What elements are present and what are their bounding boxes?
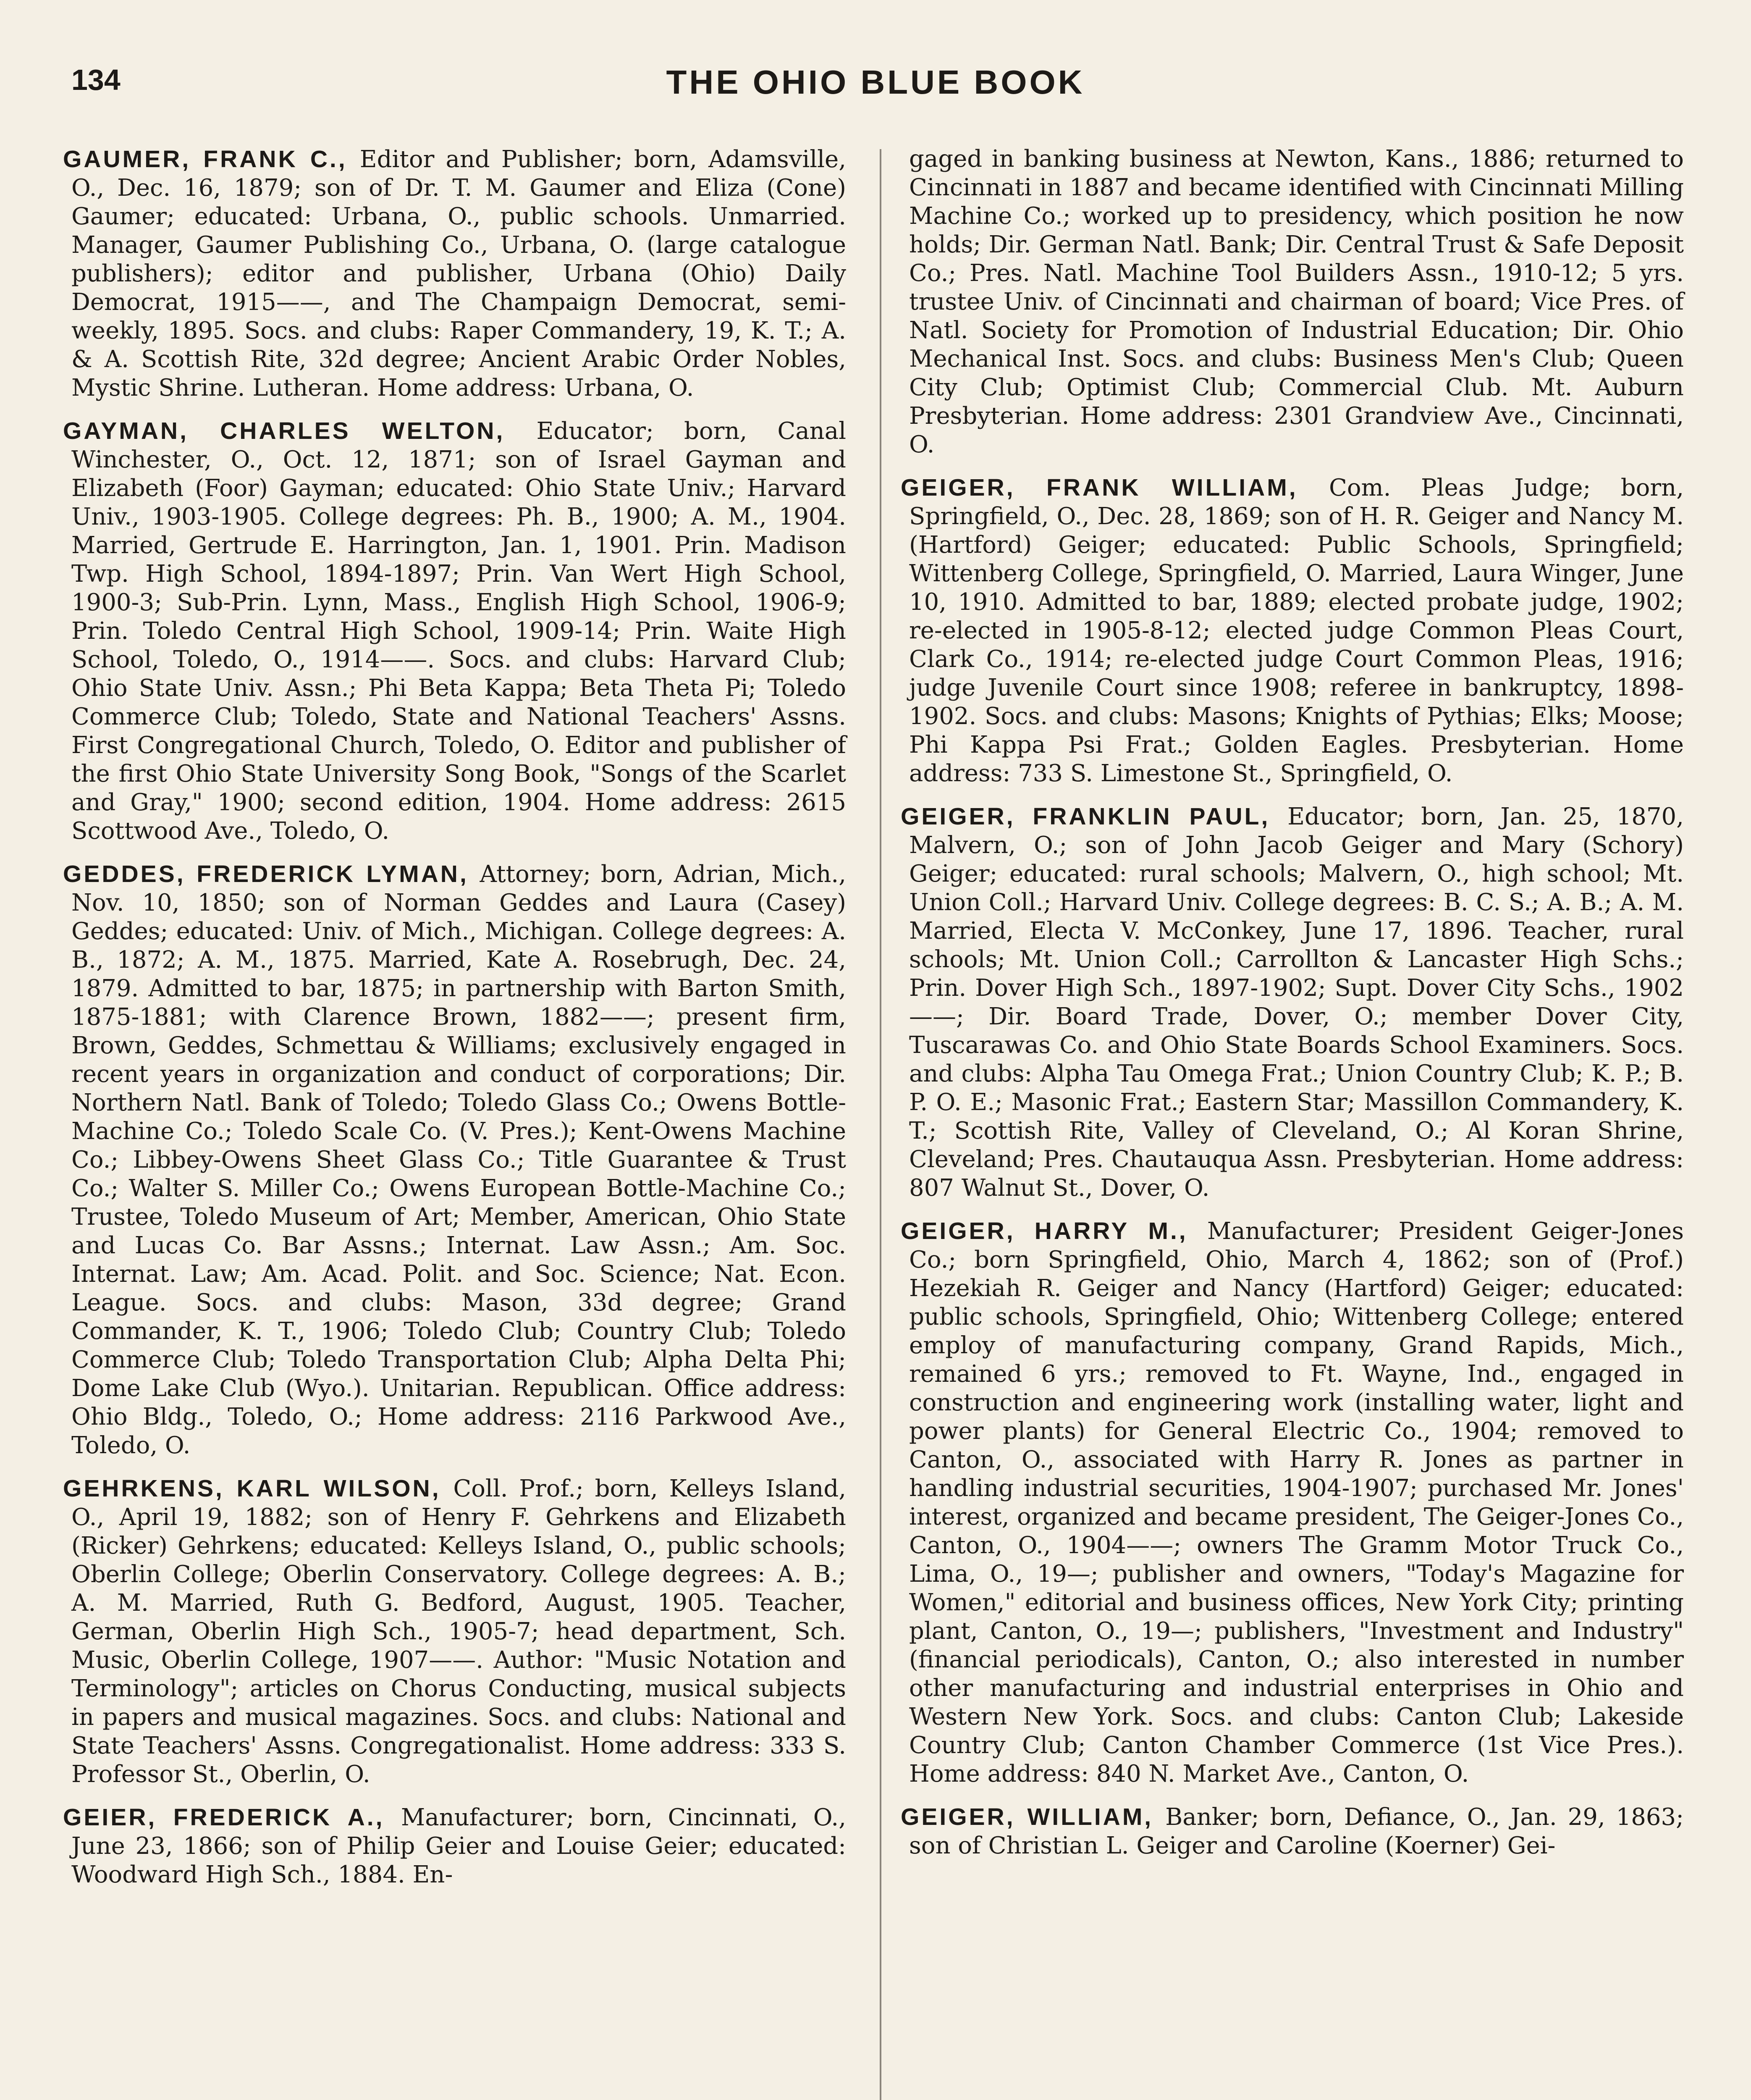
entry-name: GEDDES, FREDERICK LYMAN,	[63, 861, 480, 887]
right-column	[901, 145, 1684, 1874]
biography-entry	[63, 860, 846, 1460]
biography-entry	[901, 1217, 1684, 1788]
entry-text: Com. Pleas Judge; born, Springfield, O., Dec. 28, 1869; son of H. R. Geiger and Nancy M. (Hartford) Geiger; educated: Public Schools, Springfield; Wittenberg College, Springfield, O. Married, Laura Winger, June 10, 1910. Admitted to bar, 1889; elected probate judge, 1902; re-elected in 1905-8-12; elected judge Common Pleas Court, Clark Co., 1914; re-elected judge Court Common Pleas, 1916; judge Juvenile Court since 1908; referee in bankruptcy, 1898-1902. Socs. and clubs: Masons; Knights of Pythias; Elks; Moose; Phi Kappa Psi Frat.; Golden Eagles. Presbyterian. Home address: 733 S. Limestone St., Springfield, O.	[909, 474, 1684, 787]
entry-name: GEHRKENS, KARL WILSON,	[63, 1475, 453, 1502]
running-title: THE OHIO BLUE BOOK	[666, 63, 1085, 101]
entry-name: GAUMER, FRANK C.,	[63, 146, 360, 173]
biography-entry	[63, 145, 846, 402]
entry-name: GEIGER, FRANKLIN PAUL,	[901, 803, 1288, 830]
entry-text: Coll. Prof.; born, Kelleys Island, O., April 19, 1882; son of Henry F. Gehrkens and Elizabeth (Ricker) Gehrkens; educated: Kelleys Island, O., public schools; Oberlin College; Oberlin Conservatory. College degrees: A. B.; A. M. Married, Ruth G. Bedford, August, 1905. Teacher, German, Oberlin High Sch., 1905-7; head department, Sch. Music, Oberlin College, 1907——. Author: "Music Notation and Terminology"; articles on Chorus Conducting, musical subjects in papers and musical magazines. Socs. and clubs: National and State Teachers' Assns. Congregationalist. Home address: 333 S. Professor St., Oberlin, O.	[71, 1475, 847, 1788]
entry-text: Manufacturer; President Geiger-Jones Co.; born Springfield, Ohio, March 4, 1862; son of (Prof.) Hezekiah R. Geiger and Nancy (Hartford) Geiger; educated: public schools, Springfield, Ohio; Wittenberg College; entered employ of manufacturing company, Grand Rapids, Mich., remained 6 yrs.; removed to Ft. Wayne, Ind., engaged in construction and engineering work (installing water, light and power plants) for General Electric Co., 1904; removed to Canton, O., associated with Harry R. Jones as partner in handling industrial securities, 1904-1907; purchased Mr. Jones' interest, organized and became president, The Geiger-Jones Co., Canton, O., 1904——; owners The Gramm Motor Truck Co., Lima, O., 19—; publisher and owners, "Today's Magazine for Women," editorial and business offices, New York City; printing plant, Canton, O., 19—; publishers, "Investment and Industry" (financial periodicals), Canton, O.; also interested in number other manufacturing and industrial enterprises in Ohio and Western New York. Socs. and clubs: Canton Club; Lakeside Country Club; Canton Chamber Commerce (1st Vice Pres.). Home address: 840 N. Market Ave., Canton, O.	[909, 1218, 1684, 1788]
biography-entry	[63, 1803, 846, 1889]
biography-entry	[901, 802, 1684, 1202]
entry-name: GEIGER, WILLIAM,	[901, 1803, 1166, 1830]
entry-name: GEIER, FREDERICK A.,	[63, 1804, 401, 1831]
page-header	[71, 63, 1680, 118]
entry-text: Attorney; born, Adrian, Mich., Nov. 10, 1850; son of Norman Geddes and Laura (Casey) Geddes; educated: Univ. of Mich., Michigan. College degrees: A. B., 1872; A. M., 1875. Married, Kate A. Rosebrugh, Dec. 24, 1879. Admitted to bar, 1875; in partnership with Barton Smith, 1875-1881; with Clarence Brown, 1882——; present firm, Brown, Geddes, Schmettau & Williams; exclusively engaged in recent years in organization and conduct of corporations; Dir. Northern Natl. Bank of Toledo; Toledo Glass Co.; Owens Bottle-Machine Co.; Toledo Scale Co. (V. Pres.); Kent-Owens Machine Co.; Libbey-Owens Sheet Glass Co.; Title Guarantee & Trust Co.; Walter S. Miller Co.; Owens European Bottle-Machine Co.; Trustee, Toledo Museum of Art; Member, American, Ohio State and Lucas Co. Bar Assns.; Internat. Law Assn.; Am. Soc. Internat. Law; Am. Acad. Polit. and Soc. Science; Nat. Econ. League. Socs. and clubs: Mason, 33d degree; Grand Commander, K. T., 1906; Toledo Club; Country Club; Toledo Commerce Club; Toledo Transportation Club; Alpha Delta Phi; Dome Lake Club (Wyo.). Unitarian. Republican. Office address: Ohio Bldg., Toledo, O.; Home address: 2116 Parkwood Ave., Toledo, O.	[71, 861, 846, 1459]
entry-text: Manufacturer; born, Cincinnati, O., June 23, 1866; son of Philip Geier and Louise Geier; educated: Woodward High Sch., 1884. En-	[71, 1804, 846, 1888]
biography-entry	[63, 1474, 847, 1789]
entry-name: GEIGER, FRANK WILLIAM,	[901, 474, 1329, 501]
biography-entry	[901, 1803, 1684, 1860]
entry-text: Editor and Publisher; born, Adamsville, O., Dec. 16, 1879; son of Dr. T. M. Gaumer and Eliza (Cone) Gaumer; educated: Urbana, O., public schools. Unmarried. Manager, Gaumer Publishing Co., Urbana, O. (large catalogue publishers); editor and publisher, Urbana (Ohio) Daily Democrat, 1915——, and The Champaign Democrat, semi-weekly, 1895. Socs. and clubs: Raper Commandery, 19, K. T.; A. & A. Scottish Rite, 32d degree; Ancient Arabic Order Nobles, Mystic Shrine. Lutheran. Home address: Urbana, O.	[71, 146, 846, 402]
column-divider	[880, 149, 881, 2100]
entry-text: Educator; born, Canal Winchester, O., Oct. 12, 1871; son of Israel Gayman and Elizabeth (Foor) Gayman; educated: Ohio State Univ.; Harvard Univ., 1903-1905. College degrees: Ph. B., 1900; A. M., 1904. Married, Gertrude E. Harrington, Jan. 1, 1901. Prin. Madison Twp. High School, 1894-1897; Prin. Van Wert High School, 1900-3; Sub-Prin. Lynn, Mass., English High School, 1906-9; Prin. Toledo Central High School, 1909-14; Prin. Waite High School, Toledo, O., 1914——. Socs. and clubs: Harvard Club; Ohio State Univ. Assn.; Phi Beta Kappa; Beta Theta Pi; Toledo Commerce Club; Toledo, State and National Teachers' Assns. First Congregational Church, Toledo, O. Editor and publisher of the first Ohio State University Song Book, "Songs of the Scarlet and Gray," 1900; second edition, 1904. Home address: 2615 Scottwood Ave., Toledo, O.	[71, 417, 846, 845]
page-number: 134	[71, 63, 121, 96]
biography-entry	[901, 473, 1684, 788]
biography-entry-continued	[909, 145, 1684, 459]
entry-name: GEIGER, HARRY M.,	[901, 1218, 1207, 1244]
entry-name: GAYMAN, CHARLES WELTON,	[63, 417, 537, 444]
biography-entry	[63, 417, 846, 845]
entry-text: gaged in banking business at Newton, Kans., 1886; returned to Cincinnati in 1887 and became identified with Cincinnati Milling Machine Co.; worked up to presidency, which position he now holds; Dir. German Natl. Bank; Dir. Central Trust & Safe Deposit Co.; Pres. Natl. Machine Tool Builders Assn., 1910-12; 5 yrs. trustee Univ. of Cincinnati and chairman of board; Vice Pres. of Natl. Society for Promotion of Industrial Education; Dir. Ohio Mechanical Inst. Socs. and clubs: Business Men's Club; Queen City Club; Optimist Club; Commercial Club. Mt. Auburn Presbyterian. Home address: 2301 Grandview Ave., Cincinnati, O.	[909, 145, 1684, 458]
entry-text: Banker; born, Defiance, O., Jan. 29, 1863; son of Christian L. Geiger and Caroline (Koerner) Gei-	[909, 1803, 1684, 1859]
entry-text: Educator; born, Jan. 25, 1870, Malvern, O.; son of John Jacob Geiger and Mary (Schory) Geiger; educated: rural schools; Malvern, O., high school; Mt. Union Coll.; Harvard Univ. College degrees: B. C. S.; A. B.; A. M. Married, Electa V. McConkey, June 17, 1896. Teacher, rural schools; Mt. Union Coll.; Carrollton & Lancaster High Schs.; Prin. Dover High Sch., 1897-1902; Supt. Dover City Schs., 1902——; Dir. Board Trade, Dover, O.; member Dover City, Tuscarawas Co. and Ohio State Boards School Examiners. Socs. and clubs: Alpha Tau Omega Frat.; Union Country Club; K. P.; B. P. O. E.; Masonic Frat.; Eastern Star; Massillon Commandery, K. T.; Scottish Rite, Valley of Cleveland, O.; Al Koran Shrine, Cleveland; Pres. Chautauqua Assn. Presbyterian. Home address: 807 Walnut St., Dover, O.	[909, 803, 1684, 1202]
left-column	[63, 145, 847, 1903]
